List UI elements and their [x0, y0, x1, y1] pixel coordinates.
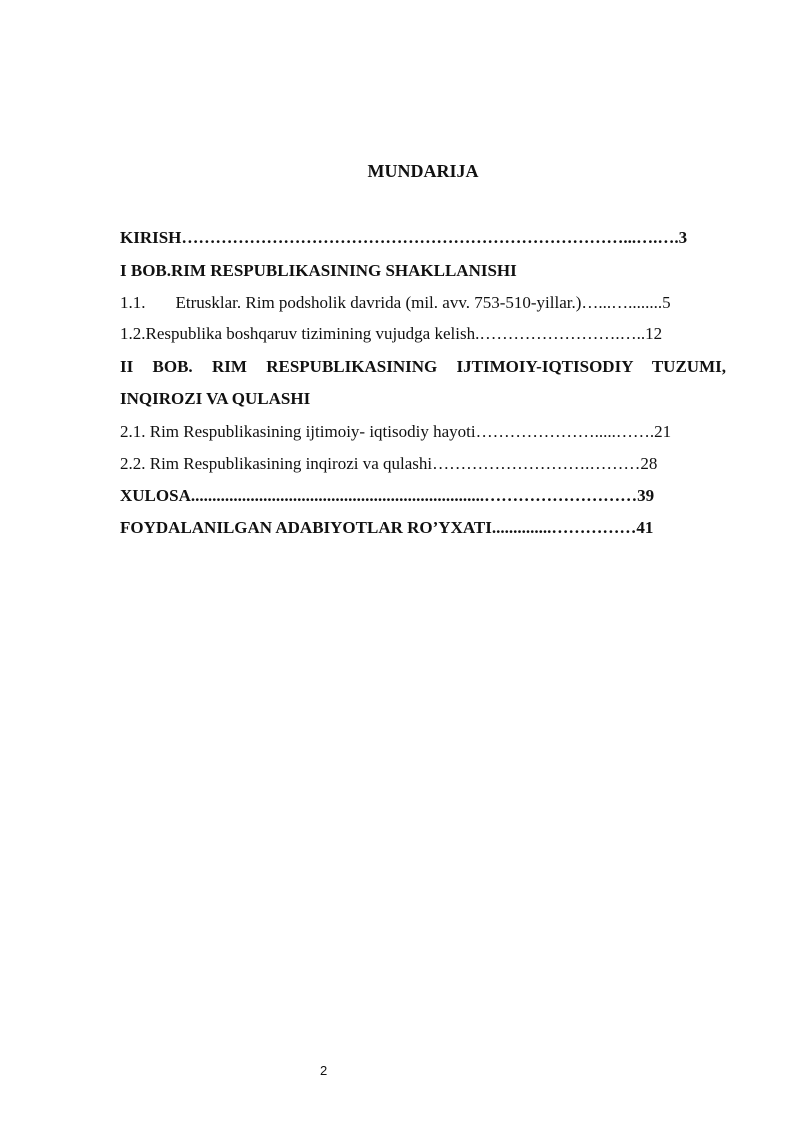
toc-entry-conclusion: XULOSA.....................................................................………………………39 — [120, 486, 655, 505]
toc-entry-1-1-number: 1.1. — [120, 293, 146, 312]
page-title: MUNDARIJA — [367, 161, 479, 181]
toc-entry-intro: KIRISH……………………………………………………………………...….….3 — [120, 228, 688, 247]
toc-entry-bibliography: FOYDALANILGAN ADABIYOTLAR RO’YXATI..............……………41 — [120, 518, 654, 537]
page-number: 2 — [320, 1063, 328, 1078]
toc-chapter-1-heading: I BOB.RIM RESPUBLIKASINING SHAKLLANISHI — [120, 261, 517, 280]
toc-entry-1-1 — [120, 293, 671, 313]
toc-chapter-2-heading-line-1: II BOB. RIM RESPUBLIKASINING IJTIMOIY-IQTISODIY TUZUMI, — [120, 357, 726, 376]
toc-entry-2-2: 2.2. Rim Respublikasining inqirozi va qulashi……………………….………28 — [120, 454, 658, 473]
toc-entry-1-1-text: Etrusklar. Rim podsholik davrida (mil. avv. 753-510-yillar.)…...…........5 — [175, 293, 671, 312]
toc-entry-1-2: 1.2.Respublika boshqaruv tizimining vujudga kelish.…………………….…..12 — [120, 324, 663, 343]
toc-chapter-2-heading-line-2: INQIROZI VA QULASHI — [120, 389, 311, 408]
toc-entry-2-1: 2.1. Rim Respublikasining ijtimoiy- iqtisodiy hayoti………………….....…….21 — [120, 422, 672, 441]
